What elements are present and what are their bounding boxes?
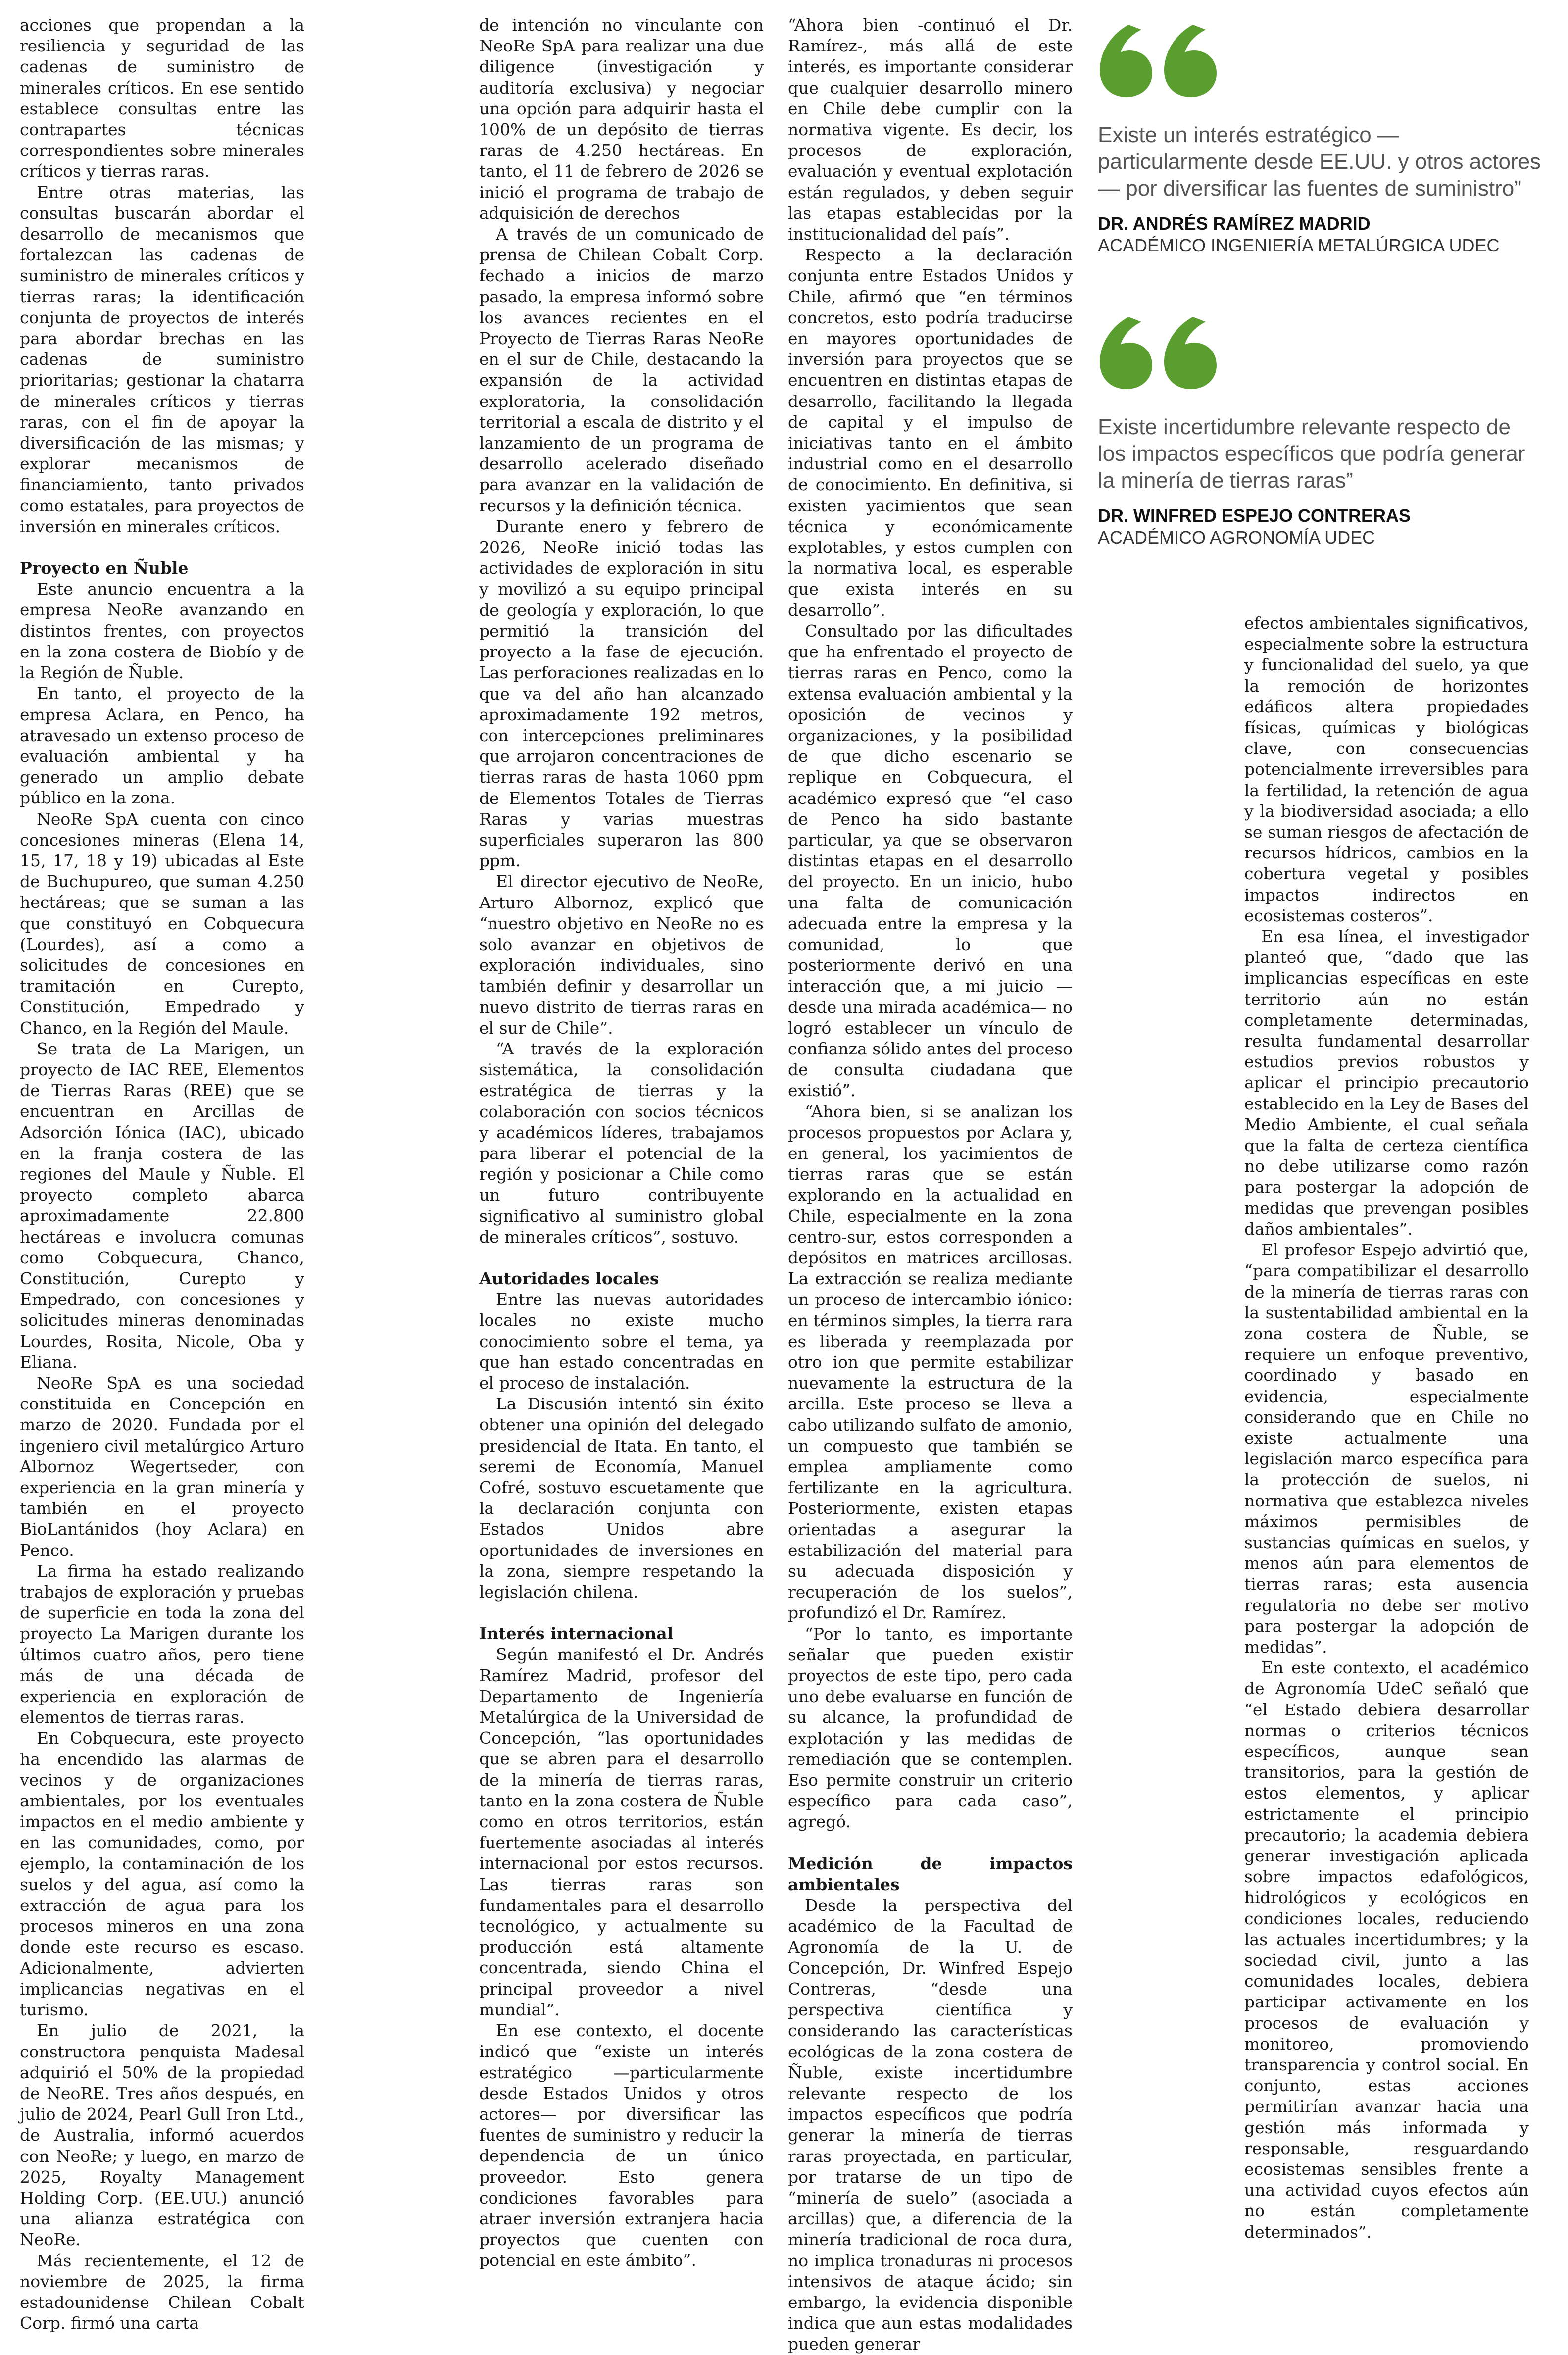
paragraph: En julio de 2021, la constructora penquista Madesal adquirió el 50% de la propiedad de NeoRE. Tres años después, en julio de 2024, Pearl Gull Iron Ltd., de Australia, informó acuerdos con NeoRe; y luego, en marzo de 2025, Royalty Management Holding Corp. (EE.UU.) anunció una alianza estratégica con NeoRe. — [20, 2021, 304, 2250]
quote-mark-icon — [1098, 15, 1226, 99]
paragraph: “Ahora bien, si se analizan los procesos propuestos por Aclara y, en general, los yacimientos de tierras raras que se están explorando en la actualidad en Chile, especialmente en la zona centro-sur, estos corresponden a depósitos en matrices arcillosas. La extracción se realiza mediante un proceso de intercambio iónico: en términos simples, la tierra rara es liberada y reemplazada por otro ion que permite estabilizar nuevamente la estructura de la arcilla. Este proceso se lleva a cabo utilizando sulfato de amonio, un compuesto que también se emplea ampliamente como fertilizante en la agricultura. Posteriormente, existen etapas orientadas a asegurar la estabilización del material para su adecuada disposición y recuperación de los suelos”, profundizó el Dr. Ramírez. — [788, 1102, 1073, 1623]
pull-quote — [1098, 15, 1543, 256]
paragraph: Se trata de La Marigen, un proyecto de IAC REE, Elementos de Tierras Raras (REE) que se encuentran en Arcillas de Adsorción Iónica (IAC), ubicado en la franja costera de las regiones del Maule y Ñuble. El proyecto completo abarca aproximadamente 22.800 hectáreas e involucra comunas como Cobquecura, Chanco, Constitución, Curepto y Empedrado, con concesiones y solicitudes mineras denominadas Lourdes, Rosita, Nicole, Oba y Eliana. — [20, 1039, 304, 1372]
quote-author-role: ACADÉMICO INGENIERÍA METALÚRGICA UDEC — [1098, 235, 1500, 255]
paragraph: Durante enero y febrero de 2026, NeoRe inició todas las actividades de exploración in situ y movilizó a su equipo principal de geología y exploración, lo que permitió la transición del proyecto a la fase de ejecución. Las perforaciones realizadas en lo que va del año han alcanzado aproximadamente 192 metros, con intercepciones preliminares que arrojaron concentraciones de tierras raras de hasta 1060 ppm de Elementos Totales de Tierras Raras y varias muestras superficiales superaron las 800 ppm. — [479, 516, 764, 871]
article-column-1 — [20, 15, 304, 2334]
paragraph: efectos ambientales significativos, especialmente sobre la estructura y funcionalidad del suelo, ya que la remoción de horizontes edáficos altera propiedades físicas, químicas y biológicas clave, con consecuencias potencialmente irreversibles para la fertilidad, la retención de agua y la biodiversidad asociada; a ello se suman riesgos de afectación de recursos hídricos, cambios en la cobertura vegetal y posibles impactos indirectos en ecosistemas costeros”. — [1244, 613, 1529, 925]
paragraph: NeoRe SpA cuenta con cinco concesiones mineras (Elena 14, 15, 17, 18 y 19) ubicadas al Este de Buchupureo, que suman 4.250 hectáreas; que se suman a las que constituyó en Cobquecura (Lourdes), así a como a solicitudes de concesiones en tramitación en Curepto, Constitución, Empedrado y Chanco, en la Región del Maule. — [20, 809, 304, 1038]
quote-author-name: DR. ANDRÉS RAMÍREZ MADRID — [1098, 213, 1371, 234]
paragraph: Este anuncio encuentra a la empresa NeoRe avanzando en distintos frentes, con proyectos en la zona costera de Biobío y de la Región de Ñuble. — [20, 579, 304, 683]
paragraph: Según manifestó el Dr. Andrés Ramírez Madrid, profesor del Departamento de Ingeniería Metalúrgica de la Universidad de Concepción, “las oportunidades que se abren para el desarrollo de la minería de tierras raras, tanto en la zona costera de Ñuble como en otros territorios, están fuertemente asociadas al interés internacional por estos recursos. Las tierras raras son fundamentales para el desarrollo tecnológico, y actualmente su producción está altamente concentrada, siendo China el principal proveedor a nivel mundial”. — [479, 1645, 764, 2019]
paragraph: Consultado por las dificultades que ha enfrentado el proyecto de tierras raras en Penco, como la extensa evaluación ambiental y la oposición de vecinos y organizaciones, y la posibilidad de que dicho escenario se replique en Cobquecura, el académico expresó que “el caso de Penco ha sido bastante particular, ya que se observaron distintas etapas en el desarrollo del proyecto. En un inicio, hubo una falta de comunicación adecuada entre la empresa y la comunidad, lo que posteriormente derivó en una interacción que, a mi juicio —desde una mirada académica— no logró establecer un vínculo de confianza sólido antes del proceso de consulta ciudadana que existió”. — [788, 621, 1073, 1101]
paragraph: Entre las nuevas autoridades locales no existe mucho conocimiento sobre el tema, ya que han estado concentradas en el proceso de instalación. — [479, 1290, 764, 1393]
article-column-4 — [1244, 613, 1529, 2243]
paragraph: La firma ha estado realizando trabajos de exploración y pruebas de superficie en toda la zona del proyecto La Marigen durante los últimos cuatro años, pero tiene más de una década de experiencia en exploración de elementos de tierras raras. — [20, 1561, 304, 1727]
paragraph: NeoRe SpA es una sociedad constituida en Concepción en marzo de 2020. Fundada por el ingeniero civil metalúrgico Arturo Albornoz Wegertseder, con experiencia en la gran minería y también en el proyecto BioLantánidos (hoy Aclara) en Penco. — [20, 1373, 304, 1560]
paragraph: Más recientemente, el 12 de noviembre de 2025, la firma estadounidense Chilean Cobalt Corp. firmó una carta — [20, 2251, 304, 2333]
paragraph: de intención no vinculante con NeoRe SpA para realizar una due diligence (investigación y auditoría exclusiva) y negociar una opción para adquirir hasta el 100% de un depósito de tierras raras de 4.250 hectáreas. En tanto, el 11 de febrero de 2026 se inició el programa de trabajo de adquisición de derechos — [479, 15, 764, 223]
paragraph: En Cobquecura, este proyecto ha encendido las alarmas de vecinos y de organizaciones ambientales, por los eventuales impactos en el medio ambiente y en las comunidades, como, por ejemplo, la contaminación de los suelos y del agua, así como la extracción de agua para los procesos mineros en una zona donde este recurso es escaso. Adicionalmente, advierten implicancias negativas en el turismo. — [20, 1728, 304, 2020]
quote-text: Existe un interés estratégico —particularmente desde EE.UU. y otros actores— por diversificar las fuentes de suministro” — [1098, 123, 1541, 200]
quote-text: Existe incertidumbre relevante respecto de los impactos específicos que podría generar la minería de tierras raras” — [1098, 415, 1525, 493]
article-column-2 — [479, 15, 764, 2271]
paragraph: A través de un comunicado de prensa de Chilean Cobalt Corp. fechado a inicios de marzo pasado, la empresa informó sobre los avances recientes en el Proyecto de Tierras Raras NeoRe en el sur de Chile, destacando la expansión de la actividad exploratoria, la consolidación territorial a escala de distrito y el lanzamiento de un programa de desarrollo acelerado diseñado para avanzar en la validación de recursos y la definición técnica. — [479, 224, 764, 515]
paragraph: Respecto a la declaración conjunta entre Estados Unidos y Chile, afirmó que “en términos concretos, esto podría traducirse en mayores oportunidades de inversión para proyectos que se encuentren en distintas etapas de desarrollo, facilitando la llegada de capital y el impulso de iniciativas tanto en el ámbito industrial como en el desarrollo de conocimiento. En definitiva, si existen yacimientos que sean técnica y económicamente explotables, y estos cumplen con la normativa local, es esperable que exista interés en su desarrollo”. — [788, 245, 1073, 620]
paragraph: El profesor Espejo advirtió que, “para compatibilizar el desarrollo de la minería de tierras raras con la sustentabilidad ambiental en la zona costera de Ñuble, se requiere un enfoque preventivo, coordinado y basado en evidencia, especialmente considerando que en Chile no existe actualmente una legislación marco específica para la protección de suelos, ni normativa que establezca niveles máximos permisibles de sustancias químicas en suelos, y menos aún para elementos de tierras raras; esta ausencia regulatoria no debe ser motivo para postergar la adopción de medidas”. — [1244, 1240, 1529, 1656]
paragraph: El director ejecutivo de NeoRe, Arturo Albornoz, explicó que “nuestro objetivo en NeoRe no es solo avanzar en objetivos de exploración individuales, sino también definir y desarrollar un nuevo distrito de tierras raras en el sur de Chile”. — [479, 872, 764, 1038]
paragraph: “Ahora bien -continuó el Dr. Ramírez-, más allá de este interés, es importante considerar que cualquier desarrollo minero en Chile debe cumplir con la normativa vigente. Es decir, los procesos de exploración, evaluación y eventual explotación están regulados, y deben seguir las etapas establecidas por la institucionalidad del país”. — [788, 15, 1073, 244]
paragraph: En este contexto, el académico de Agronomía UdeC señaló que “el Estado debiera desarrollar normas o criterios técnicos específicos, aunque sean transitorios, para la gestión de estos elementos, y aplicar estrictamente el principio precautorio; la academia debiera generar investigación aplicada sobre impactos edafológicos, hidrológicos y ecológicos en condiciones locales, reduciendo las actuales incertidumbres; y la sociedad civil, junto a las comunidades locales, debiera participar activamente en los procesos de evaluación y monitoreo, promoviendo transparencia y control social. En conjunto, estas acciones permitirían avanzar hacia una gestión más informada y responsable, resguardando ecosistemas sensibles frente a una actividad cuyos efectos aún no están completamente determinados”. — [1244, 1658, 1529, 2242]
paragraph: En tanto, el proyecto de la empresa Aclara, en Penco, ha atravesado un extenso proceso de evaluación ambiental y ha generado un amplio debate público en la zona. — [20, 684, 304, 808]
paragraph: Desde la perspectiva del académico de la Facultad de Agronomía de la U. de Concepción, Dr. Winfred Espejo Contreras, “desde una perspectiva científica y considerando las características ecológicas de la zona costera de Ñuble, existe incertidumbre relevante respecto de los impactos específicos que podría generar la minería de tierras raras proyectada, en particular, por tratarse de un tipo de “minería de suelo” (asociada a arcillas) que, a diferencia de la minería tradicional de roca dura, no implica tronaduras ni procesos intensivos de ataque ácido; sin embargo, la evidencia disponible indica que aun estas modalidades pueden generar — [788, 1896, 1073, 2354]
quote-author-name: DR. WINFRED ESPEJO CONTRERAS — [1098, 505, 1411, 526]
paragraph: En ese contexto, el docente indicó que “existe un interés estratégico —particularmente desde Estados Unidos y otros actores— por diversificar las fuentes de suministro y reducir la dependencia de un único proveedor. Esto genera condiciones favorables para atraer inversión extranjera hacia proyectos que cuenten con potencial en este ámbito”. — [479, 2021, 764, 2270]
paragraph: La Discusión intentó sin éxito obtener una opinión del delegado presidencial de Itata. En tanto, el seremi de Economía, Manuel Cofré, sostuvo escuetamente que la declaración conjunta con Estados Unidos abre oportunidades de inversiones en la zona, siempre respetando la legislación chilena. — [479, 1394, 764, 1602]
quote-author-role: ACADÉMICO AGRONOMÍA UDEC — [1098, 527, 1375, 548]
quote-mark-icon — [1098, 307, 1226, 391]
paragraph: acciones que propendan a la resiliencia y seguridad de las cadenas de suministro de minerales críticos. En ese sentido establece consultas entre las contrapartes técnicas correspondientes sobre minerales críticos y tierras raras. — [20, 15, 304, 181]
paragraph: Entre otras materias, las consultas buscarán abordar el desarrollo de mecanismos que fortalezcan las cadenas de suministro de minerales críticos y tierras raras; la identificación conjunta de proyectos de interés para abordar brechas en las cadenas de suministro prioritarias; gestionar la chatarra de minerales críticos y tierras raras, con el fin de apoyar la diversificación de las mismas; y explorar mecanismos de financiamiento, tanto privados como estatales, para proyectos de inversión en minerales críticos. — [20, 182, 304, 536]
section-heading: Medición de impactos ambientales — [788, 1854, 1073, 1894]
paragraph: “Por lo tanto, es importante señalar que pueden existir proyectos de este tipo, pero cada uno debe evaluarse en función de su alcance, la profundidad de explotación y las medidas de remediación que se contemplen. Eso permite construir un criterio específico para cada caso”, agregó. — [788, 1624, 1073, 1832]
paragraph: En esa línea, el investigador planteó que, “dado que las implicancias específicas en este territorio aún no están completamente determinadas, resulta fundamental desarrollar estudios previos robustos y aplicar el principio precautorio establecido en la Ley de Bases del Medio Ambiente, el cual señala que la falta de certeza científica no debe utilizarse como razón para postergar la adopción de medidas que prevengan posibles daños ambientales”. — [1244, 927, 1529, 1239]
section-heading: Proyecto en Ñuble — [20, 558, 189, 578]
pull-quote — [1098, 307, 1543, 549]
article-column-3 — [788, 15, 1073, 2355]
paragraph: “A través de la exploración sistemática, la consolidación estratégica de tierras y la colaboración con socios técnicos y académicos líderes, trabajamos para liberar el potencial de la región y posicionar a Chile como un futuro contribuyente significativo al suministro global de minerales críticos”, sostuvo. — [479, 1039, 764, 1247]
section-heading: Autoridades locales — [479, 1268, 659, 1288]
section-heading: Interés internacional — [479, 1624, 674, 1644]
